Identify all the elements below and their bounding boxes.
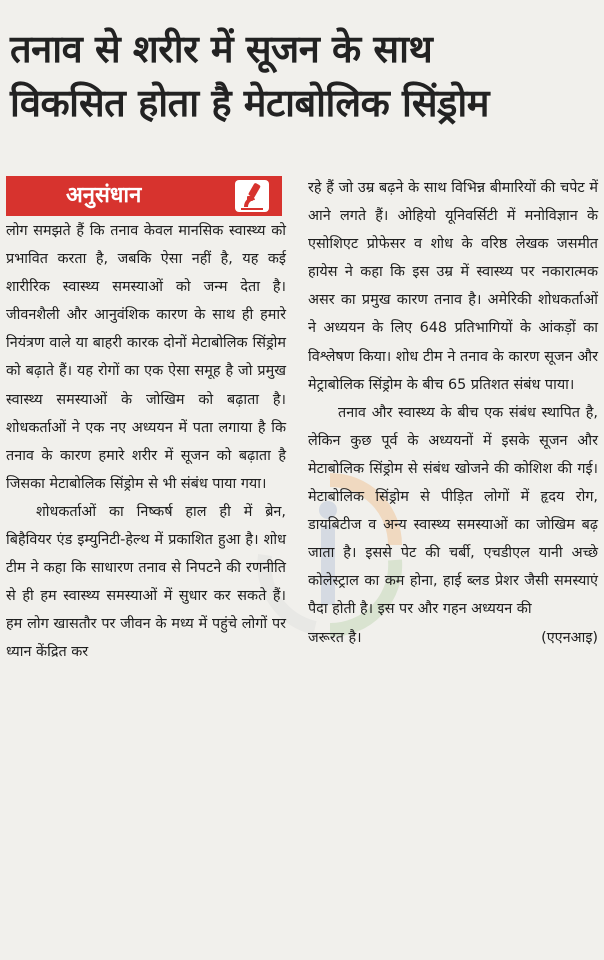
article-paragraph: लोग समझते हैं कि तनाव केवल मानसिक स्वास्थ्य को प्रभावित करता है, जबकि ऐसा नहीं है, यह कई शारीरिक स्वास्थ्य समस्याओं को जन्म देता है। जीवनशैली और आनुवंशिक कारण के साथ ही हमारे नियंत्रण वाले या बाहरी कारक दोनों मेटाबोलिक सिंड्रोम को बढ़ाते हैं। यह रोगों का एक ऐसा समूह है जो प्रमुख स्वास्थ्य समस्याओं के जोखिम को बढ़ाता है। शोधकर्ताओं ने एक नए अध्ययन में पता लगाया है कि तनाव के कारण हमारे शरीर में सूजन को बढ़ाता है जिसका मेटाबोलिक सिंड्रोम से भी संबंध पाया गया। [6,223,286,492]
headline-line-2: विकसित होता है मेटाबोलिक सिंड्रोम [10,81,489,125]
article-paragraph: शोधकर्ताओं का निष्कर्ष हाल ही में ब्रेन, बिहैवियर एंड इम्युनिटी-हेल्थ में प्रकाशित हुआ है। शोध टीम ने कहा कि साधारण तनाव से निपटने की रणनीति से ही हम स्वास्थ्य समस्याओं में सुधार कर सकते हैं। हम लोग खासतौर पर जीवन के मध्य में पहुंचे लोगों पर ध्यान केंद्रित कर [6,503,286,661]
article-last-line: जरूरत है। [308,629,362,646]
section-tag [6,176,282,216]
article-column-left [6,217,286,667]
microscope-icon [232,178,272,214]
news-agency-credit: (एएनआइ) [541,629,598,646]
article-ending [308,624,598,652]
headline-line-1: तनाव से शरीर में सूजन के साथ [10,27,433,71]
article-paragraph: रहे हैं जो उम्र बढ़ने के साथ विभिन्न बीमारियों की चपेट में आने लगते हैं। ओहियो यूनिवर्सिटी में मनोविज्ञान के एसोशिएट प्रोफेसर व शोध के वरिष्ठ लेखक जसमीत हायेस ने कहा कि इस उम्र में स्वास्थ्य पर नकारात्मक असर का प्रमुख कारण तनाव है। अमेरिकी शोधकर्ताओं ने अध्ययन के लिए 648 प्रतिभागियों के आंकड़ों का विश्लेषण किया। शोध टीम ने तनाव के कारण सूजन और मेट्राबोलिक सिंड्रोम के बीच 65 प्रतिशत संबंध पाया। [308,180,598,393]
section-tag-label: अनुसंधान [66,183,142,208]
headline [10,22,595,130]
article-paragraph: तनाव और स्वास्थ्य के बीच एक संबंध स्थापित है, लेकिन कुछ पूर्व के अध्ययनों में इसके सूजन और मेटाबोलिक सिंड्रोम से संबंध खोजने की कोशिश की गई। मेटाबोलिक सिंड्रोम से पीड़ित लोगों में हृदय रोग, डायबिटीज व अन्य स्वास्थ्य समस्याओं का जोखिम बढ़ जाता है। इससे पेट की चर्बी, एचडीएल यानी अच्छे कोलेस्ट्राल का कम होना, हाई ब्लड प्रेशर जैसी समस्याएं पैदा होती है। इस पर और गहन अध्ययन की [308,404,598,618]
article-column-right [308,174,598,652]
